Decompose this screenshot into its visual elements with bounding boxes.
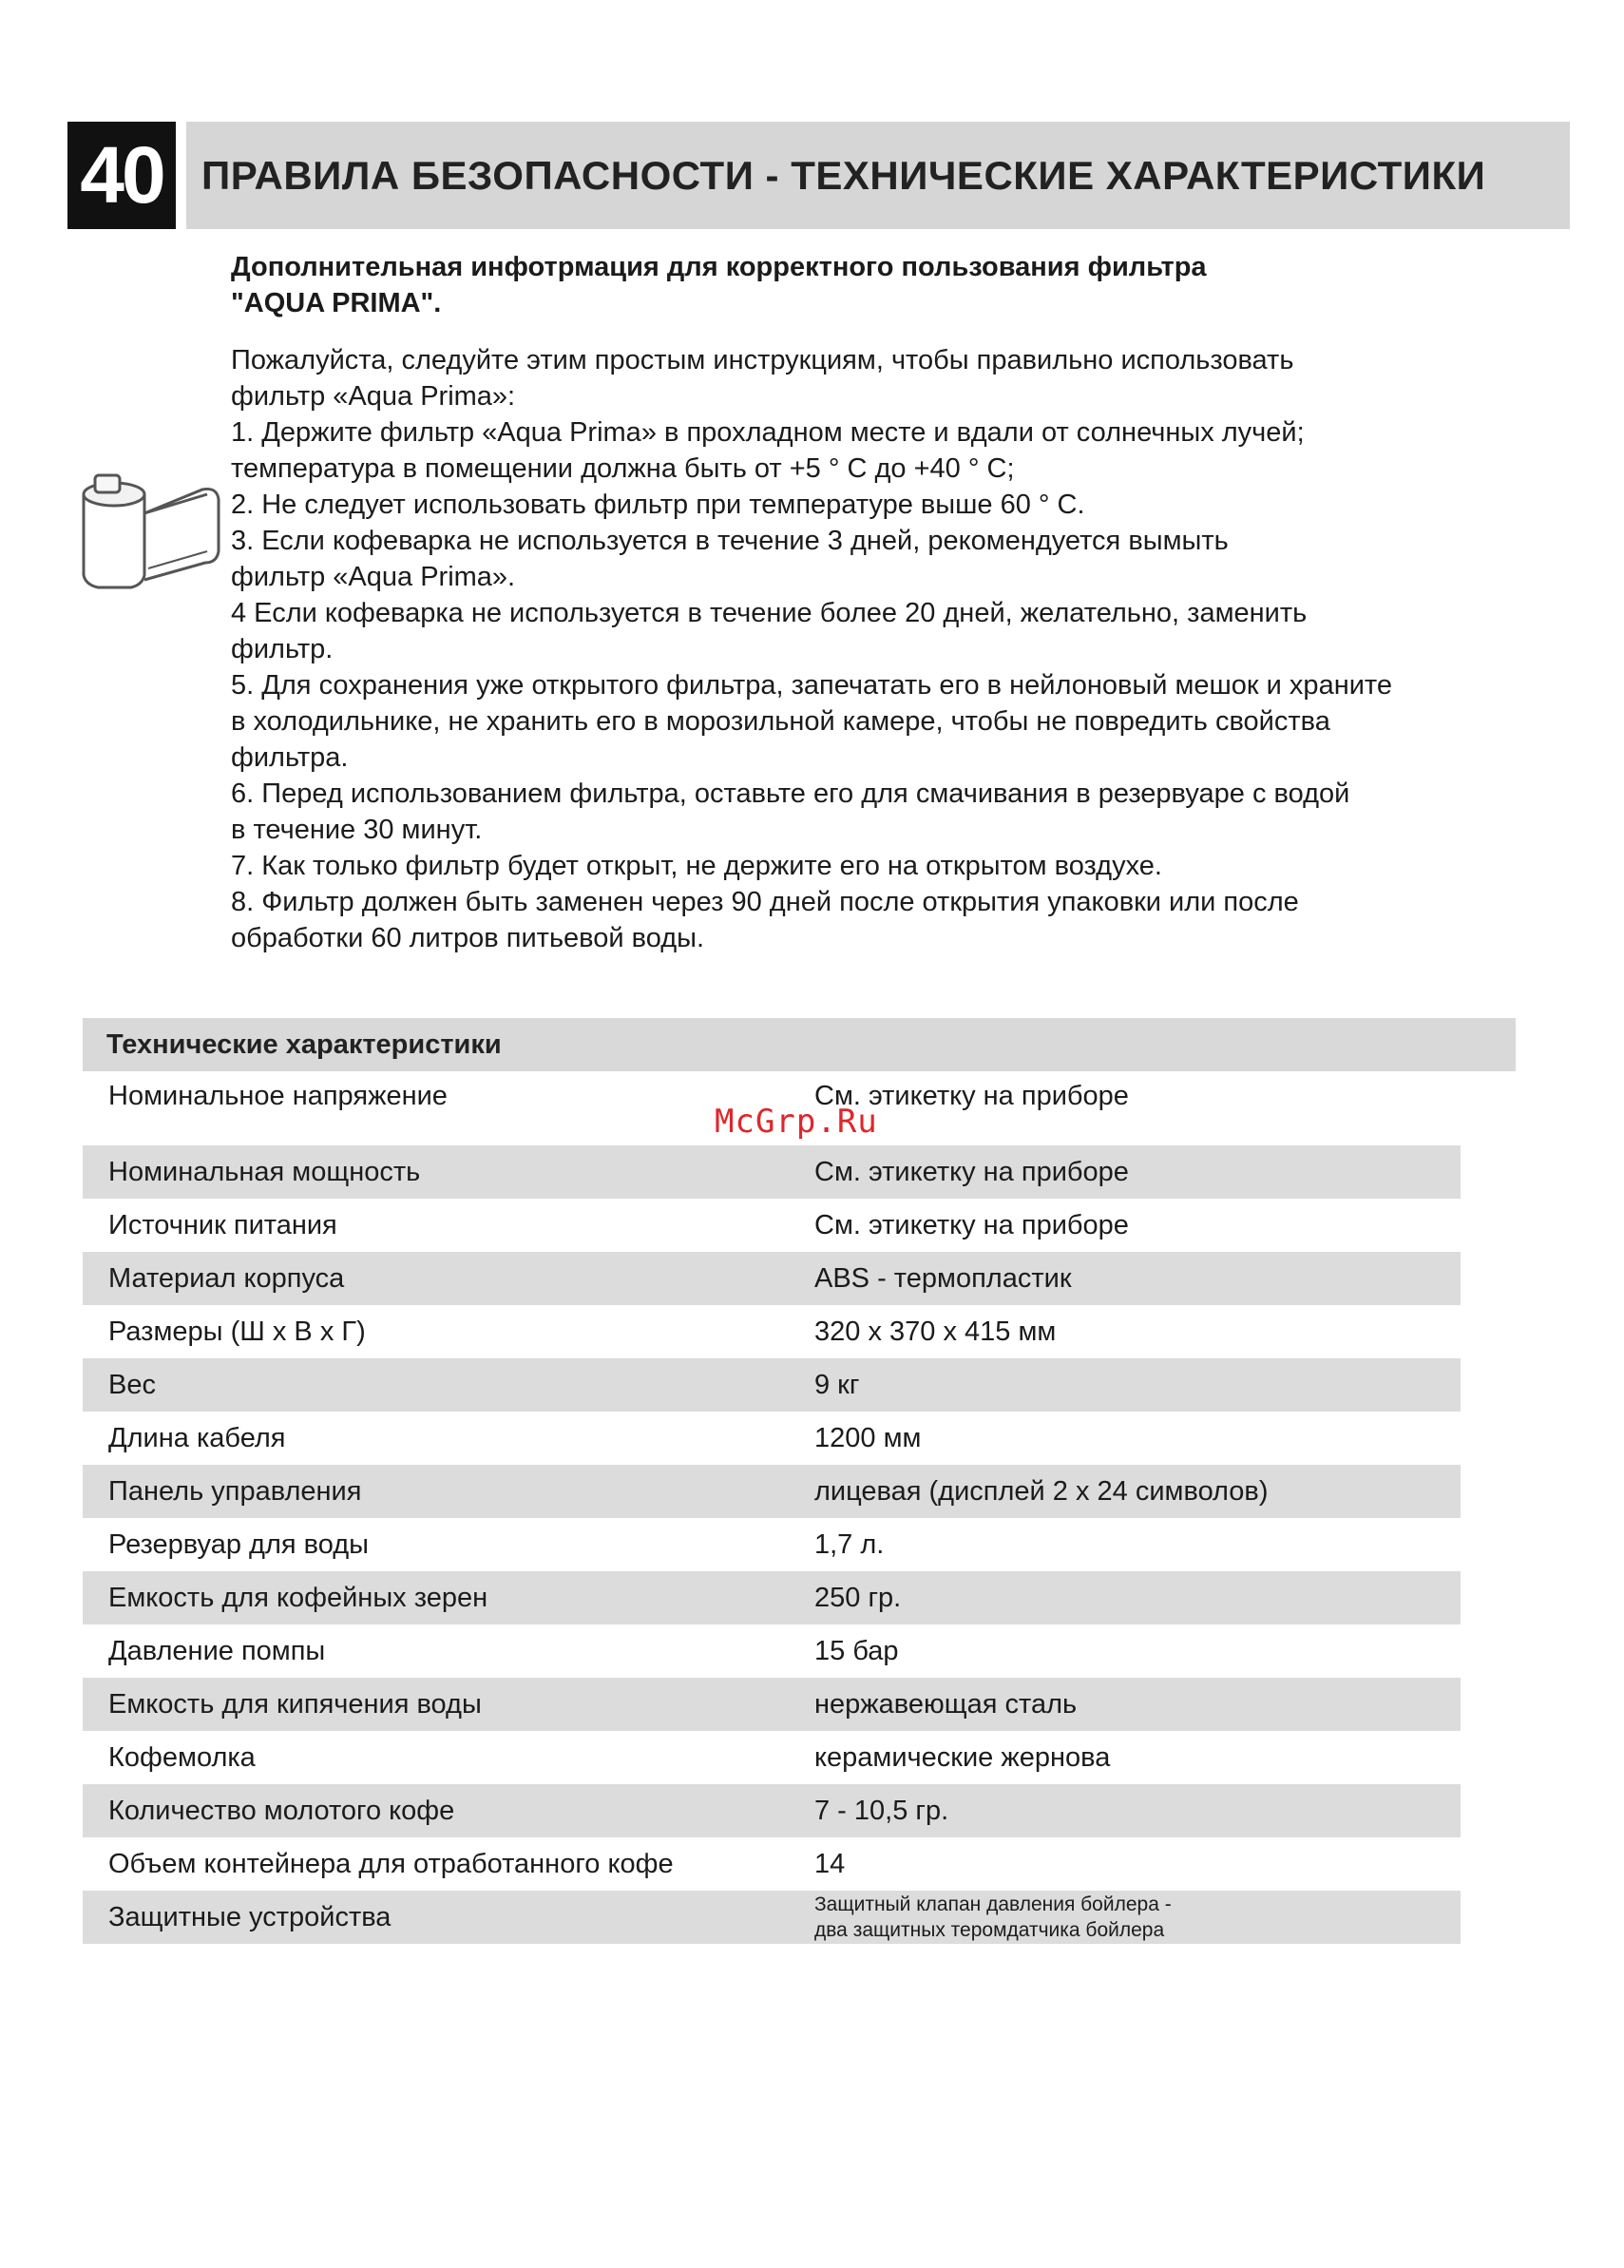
instruction-line: 1. Держите фильтр «Aqua Prima» в прохладном месте и вдали от солнечных лучей; (231, 417, 1305, 448)
table-row (83, 1412, 1461, 1465)
table-row (83, 1252, 1461, 1305)
spec-label: Емкость для кипячения воды (108, 1688, 482, 1720)
instructions-body (231, 342, 1504, 956)
spec-value: См. этикетку на приборе (814, 1209, 1129, 1240)
spec-label: Резервуар для воды (108, 1528, 369, 1560)
instruction-line: фильтр «Aqua Prima»: (231, 381, 516, 412)
instructions-heading (231, 249, 1504, 321)
spec-label: Номинальная мощность (108, 1156, 421, 1187)
spec-value: ABS - термопластик (814, 1262, 1072, 1294)
instruction-line: в холодильнике, не хранить его в морозильной камере, чтобы не повредить свойства (231, 706, 1330, 737)
table-row (83, 1358, 1461, 1412)
table-row (83, 1571, 1461, 1624)
table-row (83, 1305, 1461, 1358)
instruction-line: фильтра. (231, 742, 349, 773)
spec-label: Емкость для кофейных зерен (108, 1582, 488, 1613)
spec-value: 15 бар (814, 1635, 899, 1666)
spec-value: 9 кг (814, 1369, 860, 1400)
instruction-line: 4 Если кофеварка не используется в течение более 20 дней, желательно, заменить (231, 598, 1308, 628)
table-row (83, 1518, 1461, 1571)
instructions-heading-line1: Дополнительная инфотрмация для корректного пользования фильтра (231, 252, 1207, 282)
instruction-line: в течение 30 минут. (231, 815, 483, 845)
spec-label: Размеры (Ш x В x Г) (108, 1316, 366, 1347)
spec-label: Количество молотого кофе (108, 1795, 455, 1826)
spec-label: Вес (108, 1369, 156, 1400)
spec-value: См. этикетку на приборе (814, 1156, 1129, 1187)
instruction-line: 2. Не следует использовать фильтр при температуре выше 60 ° С. (231, 490, 1085, 520)
spec-value: 320 x 370 x 415 мм (814, 1316, 1057, 1347)
spec-label: Длина кабеля (108, 1422, 286, 1453)
spec-value: 1,7 л. (814, 1528, 885, 1560)
spec-value (814, 1892, 1172, 1943)
spec-value: 1200 мм (814, 1422, 922, 1453)
instruction-line: Пожалуйста, следуйте этим простым инструкциям, чтобы правильно использовать (231, 345, 1294, 375)
instruction-line: 5. Для сохранения уже открытого фильтра, запечатать его в нейлоновый мешок и храните (231, 670, 1392, 701)
spec-value-line2: два защитных теромдатчика бойлера (814, 1919, 1165, 1941)
table-row (83, 1465, 1461, 1518)
table-row (83, 1624, 1461, 1678)
spec-value: нержавеющая сталь (814, 1688, 1078, 1720)
spec-value: См. этикетку на приборе (814, 1081, 1129, 1111)
technical-specs-table (83, 1018, 1516, 1944)
spec-label: Объем контейнера для отработанного кофе (108, 1848, 674, 1879)
table-row (83, 1145, 1461, 1199)
filter-instructions (231, 249, 1504, 956)
table-row (83, 1891, 1461, 1944)
spec-value: 250 гр. (814, 1582, 902, 1613)
instruction-line: 3. Если кофеварка не используется в течение 3 дней, рекомендуется вымыть (231, 526, 1229, 556)
instruction-line: 7. Как только фильтр будет открыт, не держите его на открытом воздухе. (231, 851, 1162, 881)
spec-value: лицевая (дисплей 2 x 24 символов) (814, 1475, 1269, 1507)
instruction-line: обработки 60 литров питьевой воды. (231, 923, 705, 953)
instructions-heading-line2: "AQUA PRIMA". (231, 288, 442, 318)
spec-label: Панель управления (108, 1475, 362, 1507)
watermark: McGrp.Ru (715, 1103, 878, 1141)
spec-label: Кофемолка (108, 1741, 256, 1773)
spec-label: Материал корпуса (108, 1262, 345, 1294)
page-title-bar (186, 122, 1570, 229)
instruction-line: фильтр «Aqua Prima». (231, 562, 516, 592)
table-row (83, 1731, 1461, 1784)
spec-label: Давление помпы (108, 1635, 326, 1666)
spec-value-line1: Защитный клапан давления бойлера - (814, 1893, 1172, 1915)
page-title: ПРАВИЛА БЕЗОПАСНОСТИ - ТЕХНИЧЕСКИЕ ХАРАКТЕРИСТИКИ (201, 152, 1486, 198)
instruction-line: фильтр. (231, 634, 334, 664)
table-row (83, 1837, 1461, 1891)
spec-value: керамические жернова (814, 1741, 1111, 1773)
page-number: 40 (67, 122, 176, 229)
water-filter-illustration (74, 456, 226, 594)
specs-table-header (83, 1018, 1516, 1071)
spec-value: 14 (814, 1848, 846, 1879)
instruction-line: 6. Перед использованием фильтра, оставьте его для смачивания в резервуаре с водой (231, 778, 1350, 809)
spec-value: 7 - 10,5 гр. (814, 1795, 949, 1826)
table-row (83, 1199, 1461, 1252)
spec-label: Номинальное напряжение (108, 1081, 448, 1111)
spec-label: Источник питания (108, 1209, 337, 1240)
instruction-line: температура в помещении должна быть от +5 ° С до +40 ° С; (231, 453, 1015, 484)
specs-table-title: Технические характеристики (106, 1028, 502, 1060)
instruction-line: 8. Фильтр должен быть заменен через 90 дней после открытия упаковки или после (231, 887, 1299, 917)
spec-label: Защитные устройства (108, 1901, 392, 1932)
table-row (83, 1784, 1461, 1837)
table-row (83, 1678, 1461, 1731)
